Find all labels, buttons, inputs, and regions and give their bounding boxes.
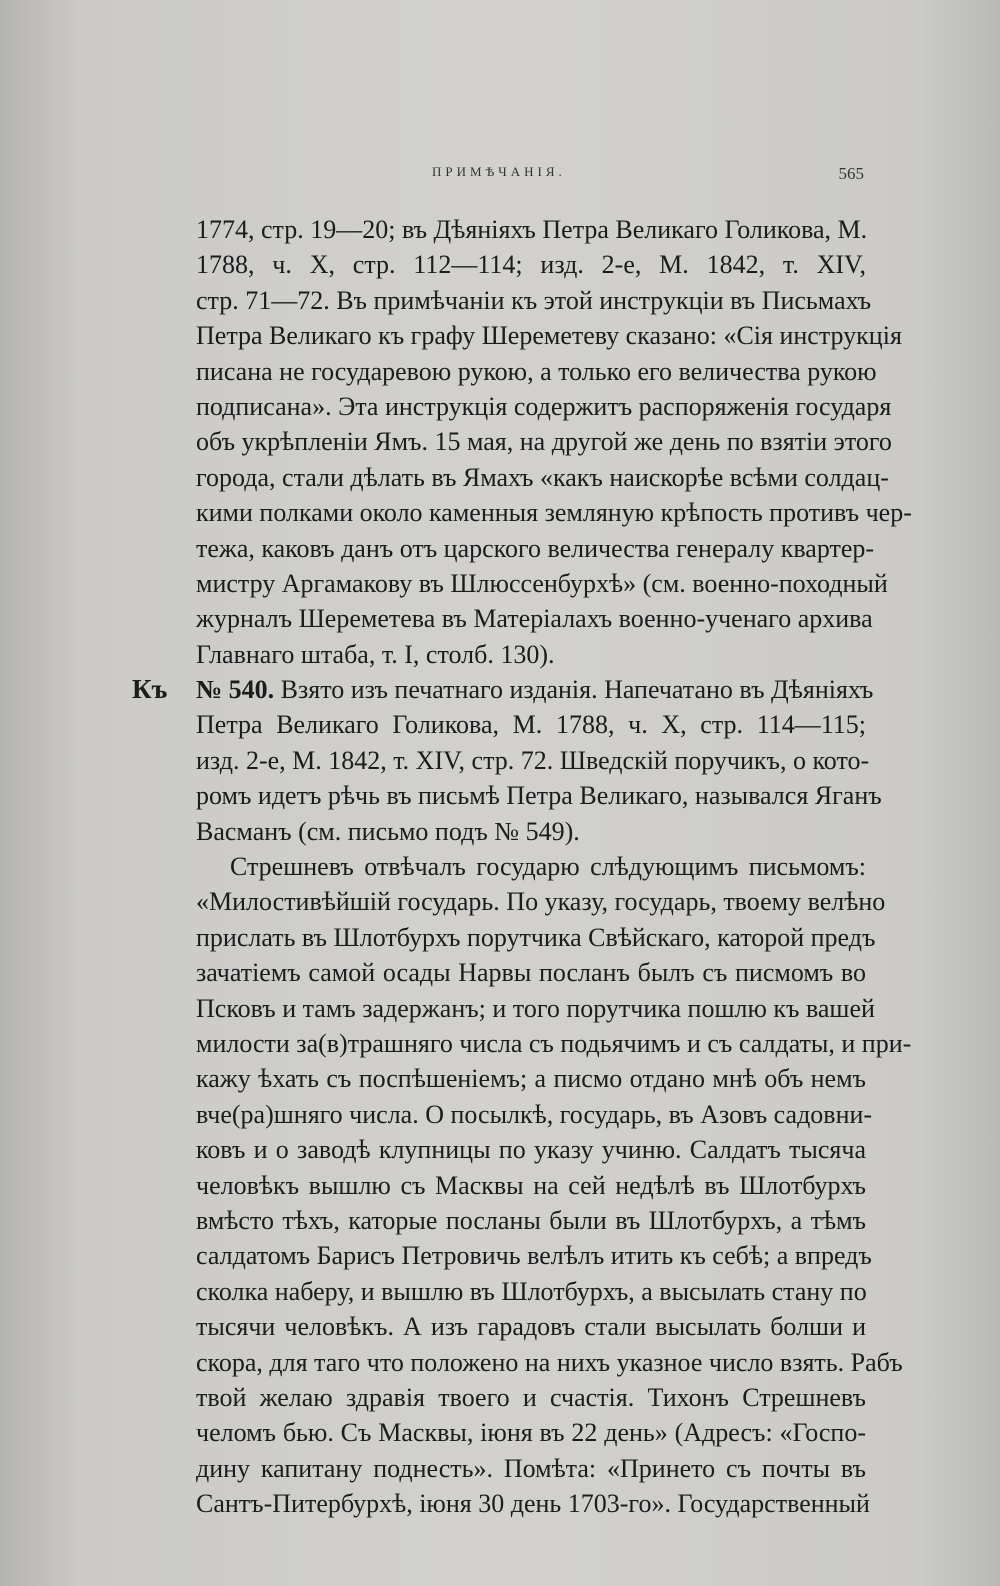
text-line: подписана». Эта инструкція содержитъ распоряженія государя <box>196 391 892 421</box>
text-line: ромъ идетъ рѣчь въ письмѣ Петра Великаго, назывался Яганъ <box>196 781 882 811</box>
text-line: мистру Аргамакову въ Шлюссенбурхѣ» (см. военно-походный <box>196 568 888 598</box>
text-line: салдатомъ Барисъ Петровичь велѣлъ итить къ себѣ; а впредъ <box>196 1241 872 1271</box>
text-line: изд. 2-е, М. 1842, т. XIV, стр. 72. Шведскій поручикъ, о кото- <box>196 745 870 775</box>
note-label: Къ <box>132 674 168 705</box>
text-line: вче(ра)шняго числа. О посылкѣ, государь, въ Азовъ садовни- <box>196 1099 873 1129</box>
text-line: Васманъ (см. письмо подъ № 549). <box>196 816 580 846</box>
text-line: 1788, ч. X, стр. 112—114; изд. 2-е, М. 1842, т. XIV, <box>196 250 866 280</box>
text-line: вмѣсто тѣхъ, каторые посланы были въ Шлотбурхъ, а тѣмъ <box>196 1205 866 1235</box>
text-line: объ укрѣпленіи Ямъ. 15 мая, на другой же день по взятіи этого <box>196 427 892 457</box>
note-540 <box>132 672 882 849</box>
text-line: тысячи человѣкъ. А изъ гарадовъ стали высылать болши и <box>196 1312 866 1342</box>
text-line: сколка наберу, и вышлю въ Шлотбурхъ, а высылать стану по <box>196 1276 867 1306</box>
note-first-line: Взято изъ печатнаго изданія. Напечатано въ Дѣяніяхъ <box>280 675 874 705</box>
text-line: Стрешневъ отвѣчалъ государю слѣдующимъ письмомъ: <box>230 852 866 882</box>
text-line: прислать въ Шлотбурхъ порутчика Свѣйскаго, каторой предъ <box>196 922 876 952</box>
text-line: журналъ Шереметева въ Матеріалахъ военно-ученаго архива <box>196 604 873 634</box>
text-line: Сантъ-Питербурхѣ, іюня 30 день 1703-го». Государственный <box>196 1489 870 1519</box>
text-line: милости за(в)трашняго числа съ подьячимъ и съ салдаты, и при- <box>196 1028 912 1058</box>
text-line: «Милостивѣйшій государь. По указу, государь, твоему велѣно <box>196 887 886 917</box>
page-header <box>196 164 864 188</box>
text-line: Псковъ и тамъ задержанъ; и того порутчика пошлю къ вашей <box>196 993 875 1023</box>
text-line: челомъ бью. Съ Масквы, іюня въ 22 день» (Адресъ: «Госпо- <box>196 1418 866 1448</box>
text-line: дину капитану поднесть». Помѣта: «Принето съ почты въ <box>196 1453 866 1483</box>
text-line: Главнаго штаба, т. I, столб. 130). <box>196 639 555 669</box>
text-line: писана не государевою рукою, а только его величества рукою <box>196 356 877 386</box>
text-line: скора, для таго что положено на нихъ указное число взять. Рабъ <box>196 1347 903 1377</box>
text-line: стр. 71—72. Въ примѣчаніи къ этой инструкціи въ Письмахъ <box>196 285 872 315</box>
text-line: Петра Великаго Голикова, М. 1788, ч. X, стр. 114—115; <box>196 710 866 740</box>
body-text <box>132 212 912 1521</box>
text-line: кажу ѣхать съ поспѣшеніемъ; а писмо отдано мнѣ объ немъ <box>196 1064 866 1094</box>
note-heading-line <box>132 672 874 707</box>
text-line: города, стали дѣлать въ Ямахъ «какъ наискорѣе всѣми солдац- <box>196 462 889 492</box>
text-line: человѣкъ вышлю съ Масквы на сей недѣлѣ въ Шлотбурхъ <box>196 1170 866 1200</box>
text-line: твой желаю здравія твоего и счастія. Тихонъ Стрешневъ <box>196 1382 866 1412</box>
paragraph-continuation <box>196 212 912 672</box>
letter-paragraph <box>196 849 912 1521</box>
note-number: № 540. <box>196 675 275 705</box>
text-line: Петра Великаго къ графу Шереметеву сказано: «Сія инструкція <box>196 321 902 351</box>
running-title: ПРИМѢЧАНІЯ. <box>432 164 566 179</box>
text-line: ковъ и о заводѣ клупницы по указу учиню. Салдатъ тысяча <box>196 1135 866 1165</box>
text-line: кими полками около каменныя земляную крѣпость противъ чер- <box>196 498 912 528</box>
text-line: 1774, стр. 19—20; въ Дѣяніяхъ Петра Великаго Голикова, М. <box>196 215 868 244</box>
text-line: тежа, каковъ данъ отъ царского величества генералу квартер- <box>196 533 875 563</box>
text-line: зачатіемъ самой осады Нарвы посланъ былъ съ писмомъ во <box>196 958 866 988</box>
page-number: 565 <box>838 164 864 183</box>
